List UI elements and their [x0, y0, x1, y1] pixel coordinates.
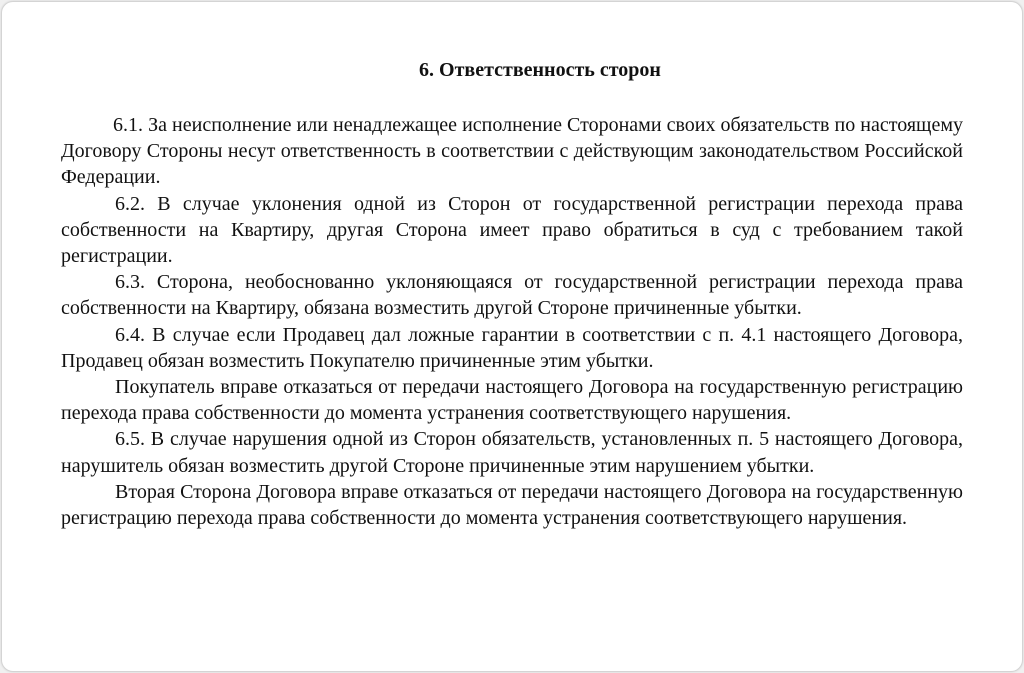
paragraph-6-4: 6.4. В случае если Продавец дал ложные гарантии в соответствии с п. 4.1 настоящего Договора, Продавец обязан возместить Покупателю причиненные этим убытки.	[61, 323, 963, 372]
document-page	[1, 1, 1023, 672]
paragraph-6-1: 6.1. За неисполнение или ненадлежащее исполнение Сторонами своих обязательств по настоящему Договору Стороны несут ответственность в соответствии с действующим законодательством Российской Федерации.	[61, 114, 963, 189]
paragraph-buyer-right: Покупатель вправе отказаться от передачи настоящего Договора на государственную регистрацию перехода права собственности до момента устранения соответствующего нарушения.	[61, 376, 963, 425]
paragraph-6-5: 6.5. В случае нарушения одной из Сторон обязательств, установленных п. 5 настоящего Договора, нарушитель обязан возместить другой Стороне причиненные этим нарушением убытки.	[61, 428, 963, 477]
section-title: 6. Ответственность сторон	[419, 59, 661, 81]
document-body	[61, 112, 963, 531]
paragraph-6-3: 6.3. Сторона, необоснованно уклоняющаяся от государственной регистрации перехода права собственности на Квартиру, обязана возместить другой Стороне причиненные убытки.	[61, 271, 963, 320]
paragraph-second-party-right: Вторая Сторона Договора вправе отказаться от передачи настоящего Договора на государственную регистрацию перехода права собственности до момента устранения соответствующего нарушения.	[61, 480, 963, 530]
paragraph-6-2: 6.2. В случае уклонения одной из Сторон от государственной регистрации перехода права собственности на Квартиру, другая Сторона имеет право обратиться в суд с требованием такой регистрации.	[61, 192, 963, 268]
